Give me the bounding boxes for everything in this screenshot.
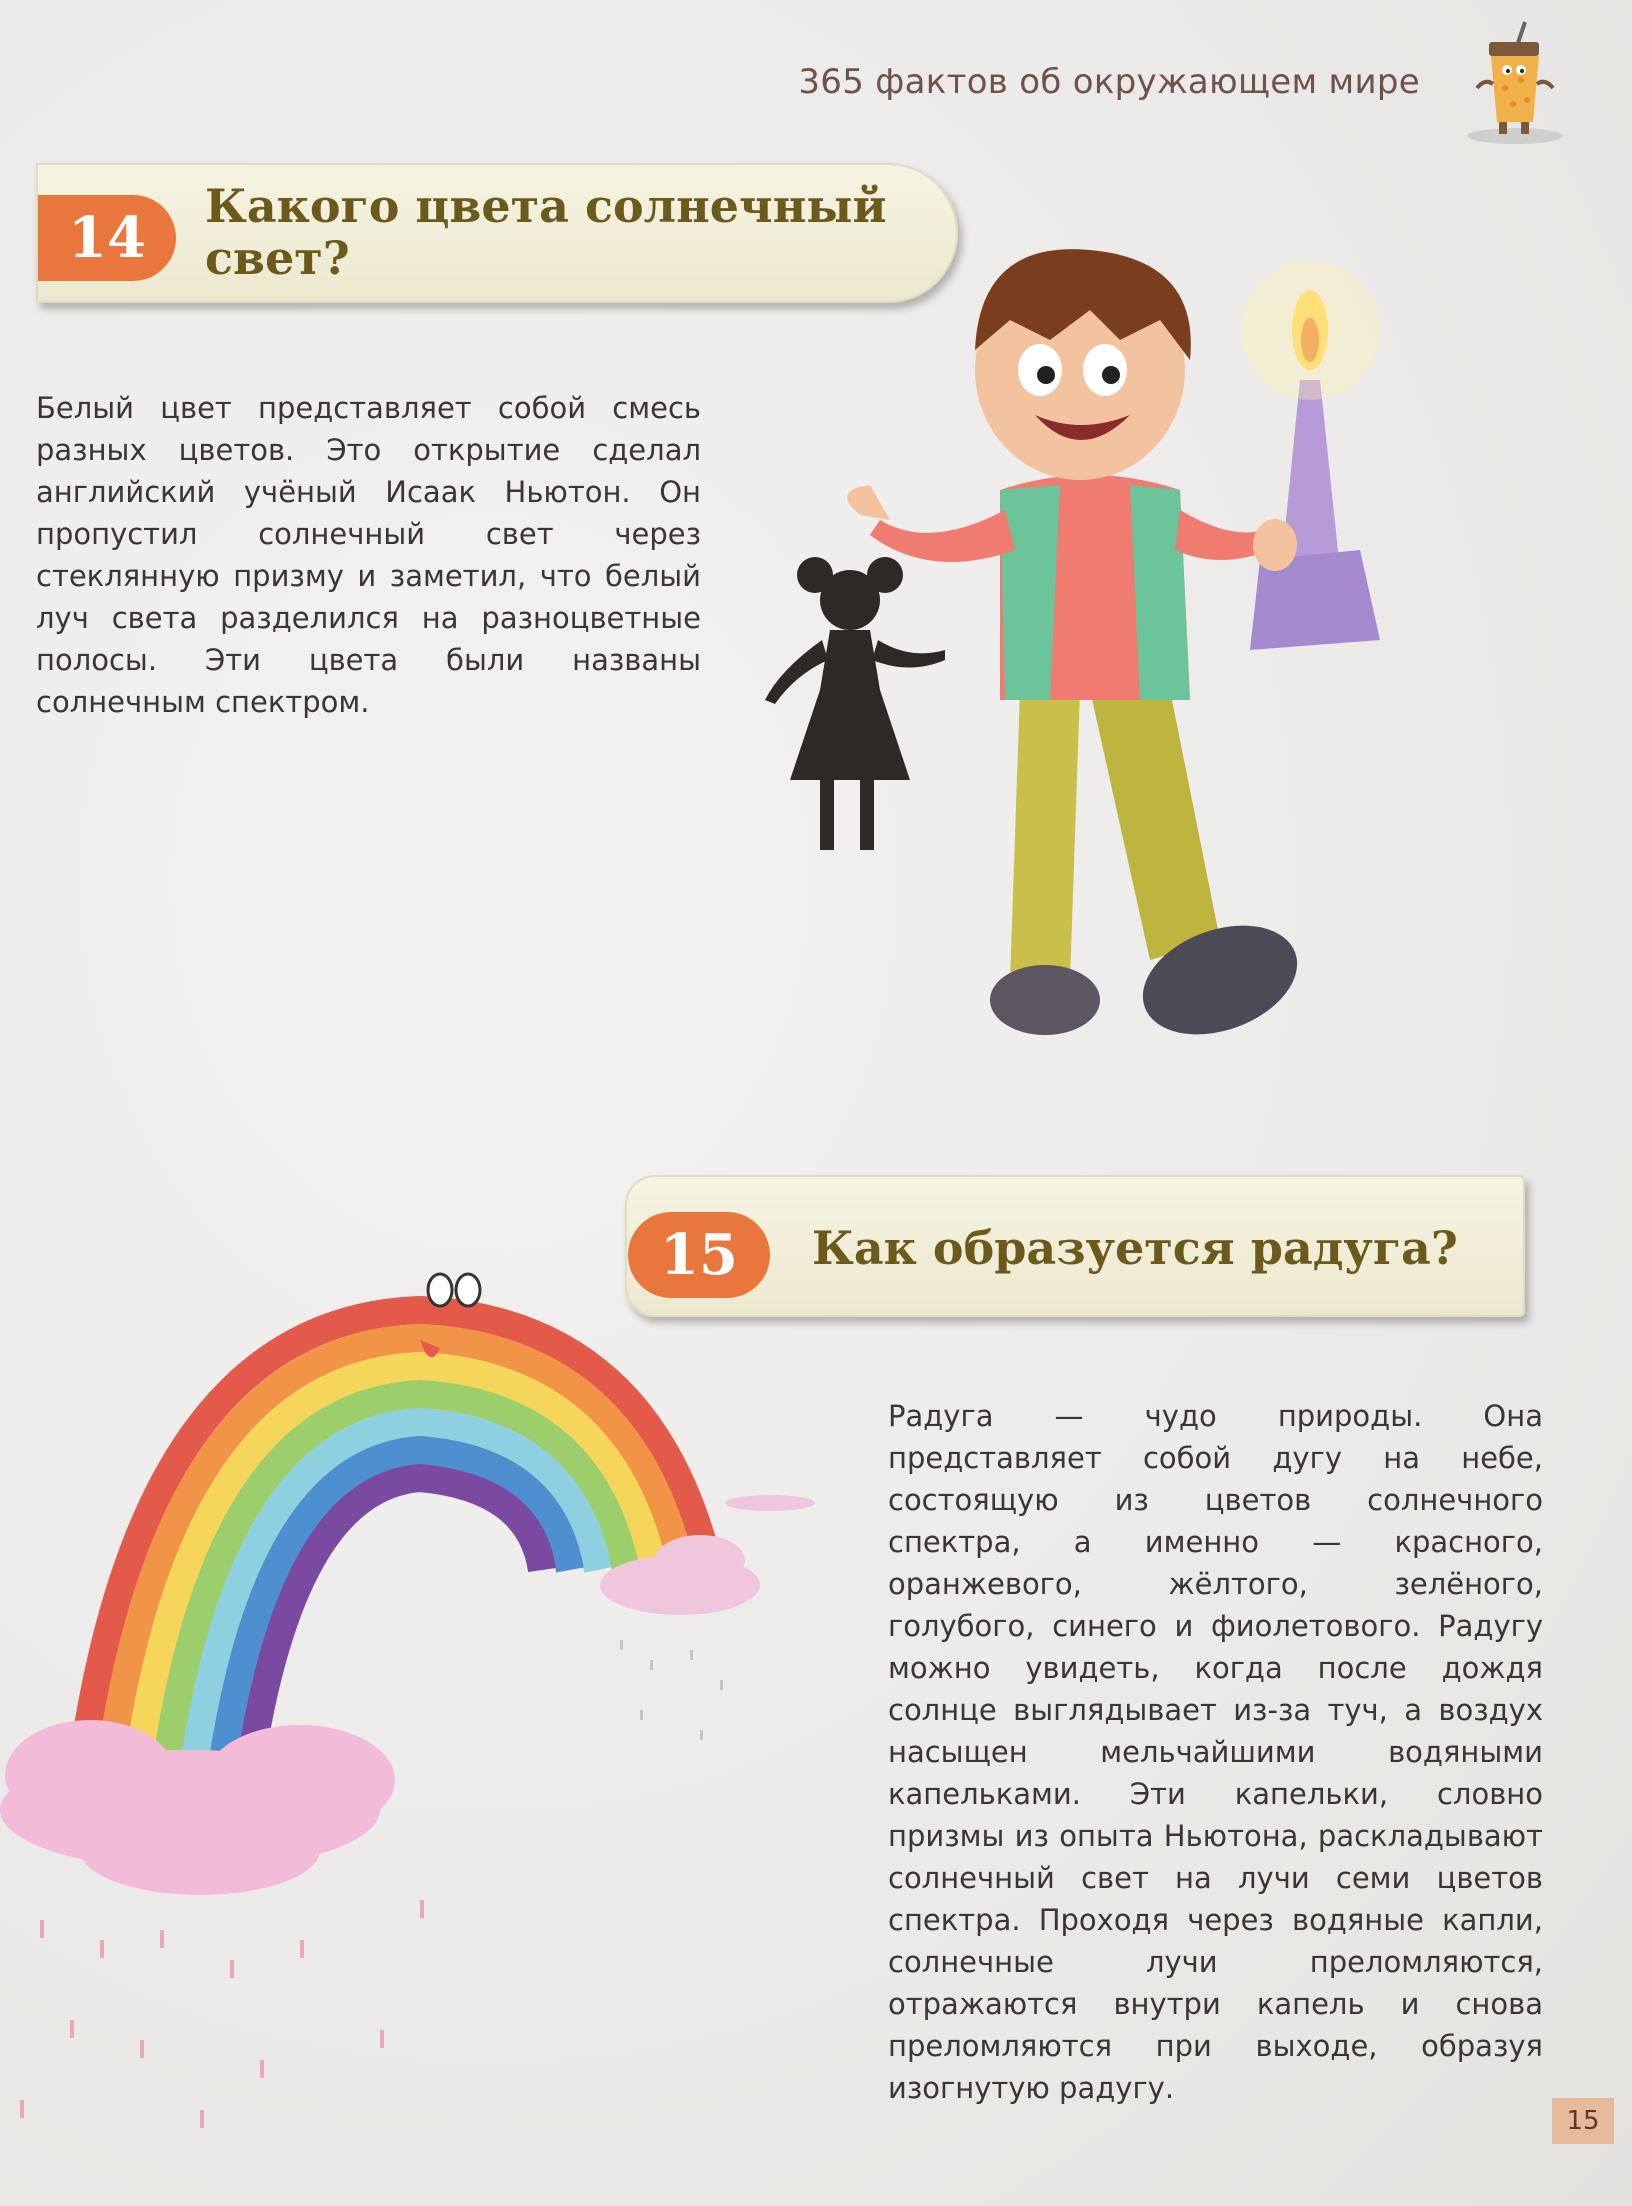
boy-with-candle-and-shadow-illustration — [760, 220, 1480, 1120]
section-14-text: Белый цвет представляет собой смесь разных цветов. Это открытие сделал английский учёный Исаак Ньютон. Он пропустил солнечный свет через стеклянную призму и заметил, что белый луч света разделился на разноцветные полосы. Эти цвета были названы солнечным спектром. — [36, 391, 701, 719]
page-number: 15 — [1552, 2098, 1614, 2144]
section-14-number-badge: 14 — [38, 195, 176, 281]
rainbow-with-clouds-illustration — [0, 1240, 860, 2140]
section-14-title: Какого цвета солнечный свет? — [205, 179, 887, 285]
running-header: 365 фактов об окружающем мире — [798, 62, 1420, 102]
juice-cup-mascot-icon — [1455, 18, 1575, 148]
section-15-title: Как образуется радуга? — [812, 1221, 1458, 1275]
section-15-number-badge: 15 — [628, 1212, 770, 1298]
section-15-text: Радуга — чудо природы. Она представляет собой дугу на небе, состоящую из цветов солнечного спектра, а именно — красного, оранжевого, жёлтого, зелёного, голубого, синего и фиолетового. Радугу можно увидеть, когда после дождя солнце выглядывает из-за туч, а воздух насыщен мельчайшими водяными капельками. Эти капельки, словно призмы из опыта Ньютона, раскладывают солнечный свет на лучи семи цветов спектра. Проходя через водяные капли, солнечные лучи преломляются, отражаются внутри капель и снова преломляются при выходе, образуя изогнутую радугу. — [888, 1399, 1543, 2105]
